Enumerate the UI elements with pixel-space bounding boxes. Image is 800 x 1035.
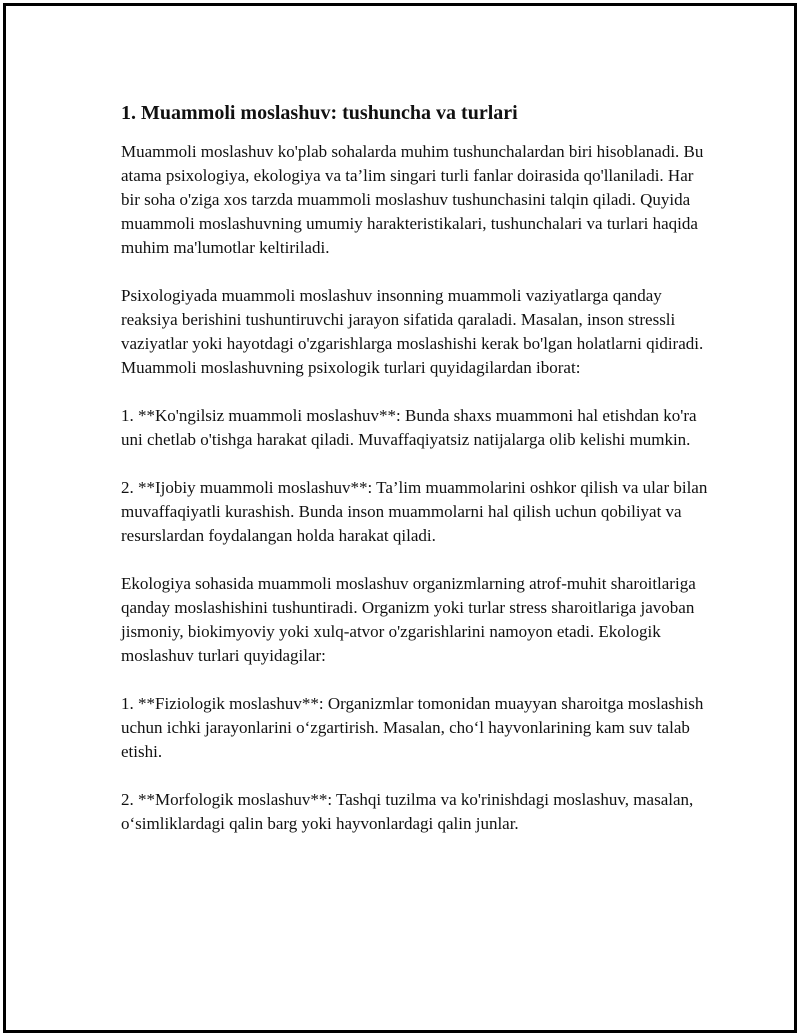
list-item-eco-1: 1. **Fiziologik moslashuv**: Organizmlar tomonidan muayyan sharoitga moslashish uchun ichki jarayonlarini o‘zgartirish. Masalan, cho‘l hayvonlarining kam suv talab etishi. bbox=[121, 694, 704, 761]
list-item-eco-2: 2. **Morfologik moslashuv**: Tashqi tuzilma va ko'rinishdagi moslashuv, masalan, o‘simliklardagi qalin barg yoki hayvonlardagi qalin junlar. bbox=[121, 790, 694, 833]
paragraph-intro: Muammoli moslashuv ko'plab sohalarda muhim tushunchalardan biri hisoblanadi. Bu atama psixologiya, ekologiya va ta’lim singari turli fanlar doirasida qo'llaniladi. Har bir soha o'ziga xos tarzda muammoli moslashuv tushunchasini talqin qiladi. Quyida muammoli moslashuvning umumiy harakteristikalari, tushunchalari va turlari haqida muhim ma'lumotlar keltiriladi. bbox=[121, 142, 704, 257]
paragraph-psychology: Psixologiyada muammoli moslashuv insonning muammoli vaziyatlarga qanday reaksiya berishini tushuntiruvchi jarayon sifatida qaraladi. Masalan, inson stressli vaziyatlar yoki hayotdagi o'zgarishlarga moslashishi kerak bo'lgan holatlarni qidiradi. Muammoli moslashuvning psixologik turlari quyidagilardan iborat: bbox=[121, 286, 704, 377]
list-item-psych-2: 2. **Ijobiy muammoli moslashuv**: Ta’lim muammolarini oshkor qilish va ular bilan muvaffaqiyatli kurashish. Bunda inson muammolarni hal qilish uchun qobiliyat va resurslardan foydalangan holda harakat qiladi. bbox=[121, 478, 708, 545]
document-body bbox=[121, 100, 711, 860]
page-frame bbox=[3, 3, 797, 1033]
paragraph-ecology: Ekologiya sohasida muammoli moslashuv organizmlarning atrof-muhit sharoitlariga qanday moslashishini tushuntiradi. Organizm yoki turlar stress sharoitlariga javoban jismoniy, biokimyoviy yoki xulq-atvor o'zgarishlarini namoyon etadi. Ekologik moslashuv turlari quyidagilar: bbox=[121, 574, 696, 665]
list-item-psych-1: 1. **Ko'ngilsiz muammoli moslashuv**: Bunda shaxs muammoni hal etishdan ko'ra uni chetlab o'tishga harakat qiladi. Muvaffaqiyatsiz natijalarga olib kelishi mumkin. bbox=[121, 406, 697, 449]
section-heading: 1. Muammoli moslashuv: tushuncha va turlari bbox=[121, 102, 518, 124]
